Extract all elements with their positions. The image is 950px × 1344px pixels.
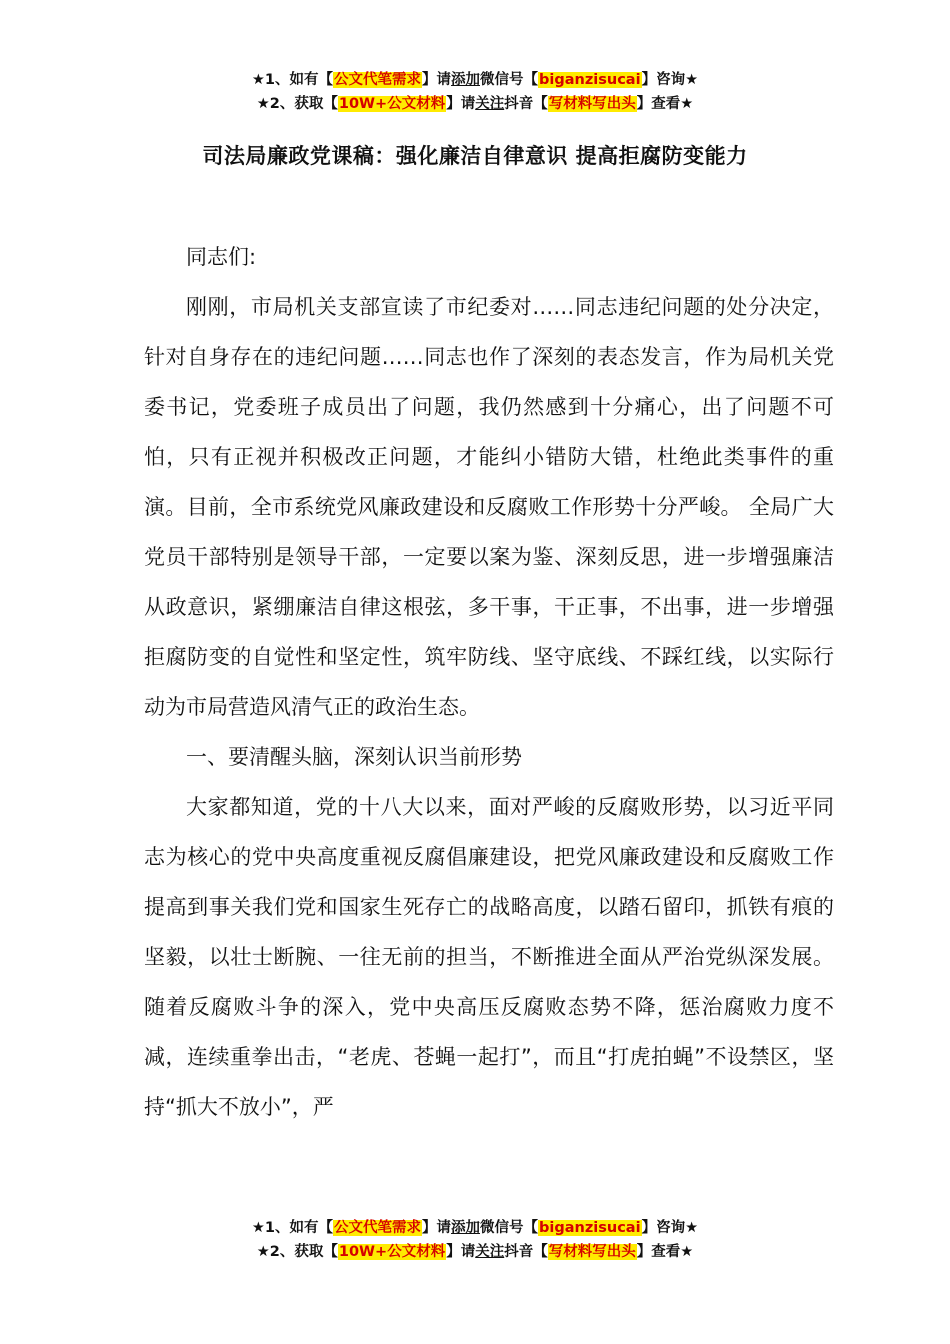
banner-line-2: ★2、获取【10W+公文材料】请关注抖音【写材料写出头】查看★ (256, 1244, 694, 1260)
paragraph-intro: 刚刚，市局机关支部宣读了市纪委对……同志违纪问题的处分决定，针对自身存在的违纪问题……同志也作了深刻的表态发言，作为局机关党委书记，党委班子成员出了问题，我仍然感到十分痛心，出了问题不可怕，只有正视并积极改正问题，才能纠小错防大错，杜绝此类事件的重演。目前，全市系统党风廉政建设和反腐败工作形势十分严峻。 全局广大党员干部特别是领导干部，一定要以案为鉴、深刻反思，进一步增强廉洁从政意识，紧绷廉洁自律这根弦，多干事，干正事，不出事，进一步增强拒腐防变的自觉性和坚定性，筑牢防线、坚守底线、不踩红线，以实际行动为市局营造风清气正的政治生态。 (144, 295, 834, 719)
banner-line-2: ★2、获取【10W+公文材料】请关注抖音【写材料写出头】查看★ (256, 96, 694, 112)
header-banner (0, 68, 950, 116)
banner-line-1: ★1、如有【公文代笔需求】请添加微信号【biganzisucai】咨询★ (251, 1220, 699, 1236)
highlight-douyin: 写材料写出头 (548, 1244, 636, 1260)
document-title: 司法局廉政党课稿：强化廉洁自律意识 提高拒腐防变能力 (202, 144, 748, 168)
highlight-materials: 10W+公文材料 (338, 96, 446, 112)
footer-banner (0, 1216, 950, 1264)
salutation: 同志们: (186, 245, 257, 269)
highlight-ghostwriting: 公文代笔需求 (334, 72, 422, 88)
document-body (144, 232, 834, 1132)
section-heading-1: 一、要清醒头脑，深刻认识当前形势 (186, 745, 522, 769)
highlight-wechat-id: biganzisucai (539, 1220, 641, 1236)
highlight-wechat-id: biganzisucai (539, 72, 641, 88)
highlight-douyin: 写材料写出头 (548, 96, 636, 112)
highlight-ghostwriting: 公文代笔需求 (334, 1220, 422, 1236)
banner-line-1: ★1、如有【公文代笔需求】请添加微信号【biganzisucai】咨询★ (251, 72, 699, 88)
paragraph-section-1: 大家都知道，党的十八大以来，面对严峻的反腐败形势，以习近平同志为核心的党中央高度重视反腐倡廉建设，把党风廉政建设和反腐败工作提高到事关我们党和国家生死存亡的战略高度，以踏石留印，抓铁有痕的坚毅，以壮士断腕、一往无前的担当，不断推进全面从严治党纵深发展。随着反腐败斗争的深入，党中央高压反腐败态势不降，惩治腐败力度不减，连续重拳出击，“老虎、苍蝇一起打”，而且“打虎拍蝇”不设禁区，坚持“抓大不放小”，严 (144, 795, 834, 1119)
highlight-materials: 10W+公文材料 (338, 1244, 446, 1260)
